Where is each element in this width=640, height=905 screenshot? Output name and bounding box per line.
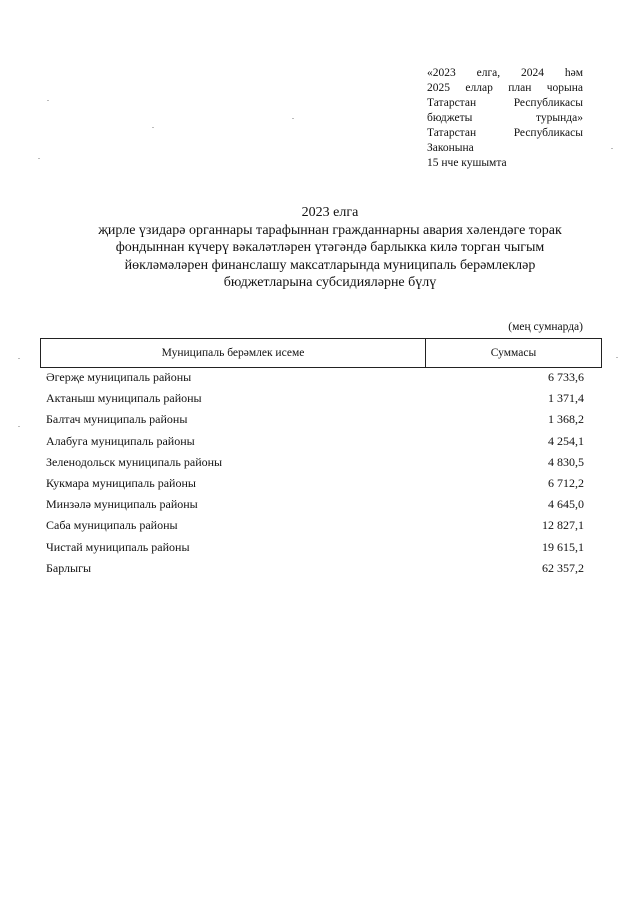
row-amount: 1 371,4 [548, 391, 584, 406]
header-name-cell: Муниципаль берәмлек исеме [41, 339, 426, 368]
annex-line: бюджеты турында» [427, 112, 583, 124]
table-row [46, 537, 584, 558]
row-name: Зеленодольск муниципаль районы [46, 454, 223, 469]
annex-line: Татарстан Республикасы [427, 127, 583, 139]
row-amount: 6 712,2 [548, 475, 584, 490]
row-name: Саба муниципаль районы [46, 518, 178, 533]
document-title [60, 204, 600, 292]
row-name: Алабуга муниципаль районы [46, 433, 195, 448]
table-row [46, 473, 584, 494]
annex-line: 2025 еллар план чорына [427, 82, 583, 94]
table-row [46, 452, 584, 473]
table-row [46, 388, 584, 409]
table-row [46, 515, 584, 536]
row-amount: 4 254,1 [548, 433, 584, 448]
row-name: Чистай муниципаль районы [46, 539, 190, 554]
table-row [46, 494, 584, 515]
annex-line: 15 нче кушымта [427, 157, 507, 169]
title-line: фондыннан күчерү вәкаләтләрен үтәгәндә барлыкка килә торган чыгым [115, 240, 545, 255]
row-name: Минзәлә муниципаль районы [46, 497, 198, 512]
scan-speck [18, 426, 20, 427]
title-line: бюджетларына субсидияләрне бүлү [223, 275, 437, 290]
annex-line: Татарстан Республикасы [427, 97, 583, 109]
scan-speck [47, 100, 49, 101]
scan-speck [18, 358, 20, 359]
row-name: Актаныш муниципаль районы [46, 391, 202, 406]
table-row [46, 409, 584, 430]
scan-speck [616, 357, 618, 358]
row-amount: 1 368,2 [548, 412, 584, 427]
row-amount: 4 830,5 [548, 454, 584, 469]
row-amount: 19 615,1 [542, 539, 584, 554]
title-line: җирле үзидарә органнары тарафыннан гражданнарны авария хәлендәге торак [98, 222, 562, 238]
unit-note: (мең сумнарда) [508, 321, 583, 333]
scan-speck [152, 127, 154, 128]
row-name: Кукмара муниципаль районы [46, 475, 196, 490]
table-row [46, 431, 584, 452]
scan-speck [292, 118, 294, 119]
header-amount-cell: Суммасы [426, 339, 602, 368]
row-amount: 6 733,6 [548, 370, 584, 384]
table-row [46, 367, 584, 388]
row-name: Әгерҗе муниципаль районы [46, 370, 192, 384]
total-label: Барлыгы [46, 560, 92, 575]
total-row [46, 558, 584, 579]
row-amount: 4 645,0 [548, 497, 584, 512]
annex-line: «2023 елга, 2024 һәм [427, 67, 583, 79]
title-year: 2023 елга [301, 205, 359, 220]
row-amount: 12 827,1 [542, 518, 584, 533]
table-header [40, 338, 602, 368]
scan-speck [611, 148, 613, 149]
row-name: Балтач муниципаль районы [46, 412, 188, 427]
table-body [46, 367, 584, 579]
scan-speck [38, 158, 40, 159]
annex-reference [427, 66, 583, 171]
annex-line: Законына [427, 142, 474, 154]
total-amount: 62 357,2 [542, 560, 584, 575]
title-line: йөкләмәләрен финанслашу максатларында муниципаль берәмлекләр [124, 257, 536, 273]
